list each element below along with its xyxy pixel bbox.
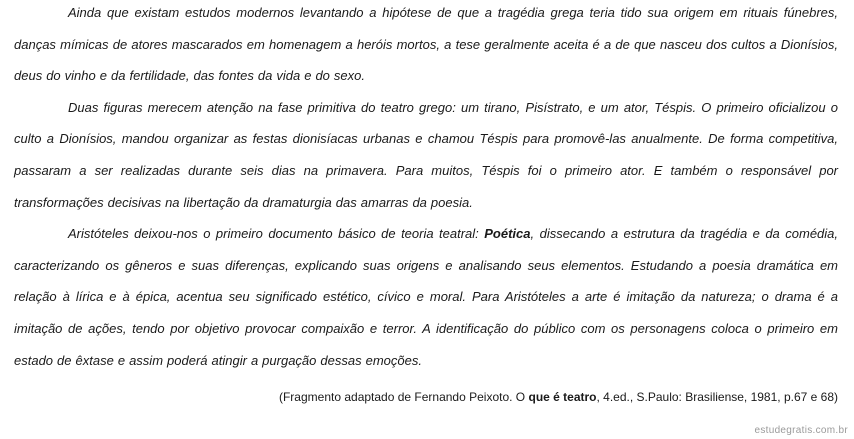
- paragraph-3-intro: Aristóteles deixou-nos o primeiro documento básico de teoria teatral:: [68, 226, 485, 242]
- paragraph-3-body: , dissecando a estrutura da tragédia e da comédia, caracterizando os gêneros e suas diferenças, explicando suas origens e analisando seus elementos. Estudando a poesia dramática em relação à lírica e à épica, acentua seu significado estético, cívico e moral. Para Aristóteles a arte é imitação da natureza; o drama é a imitação de ações, tendo por objetivo provocar compaixão e terror. A identificação do público com os personagens coloca o primeiro em estado de êxtase e assim poderá atingir a purgação dessas emoções.: [14, 226, 839, 368]
- paragraph-3: [14, 218, 838, 376]
- document-body: [14, 0, 838, 376]
- paragraph-1: Ainda que existam estudos modernos levantando a hipótese de que a tragédia grega teria tido sua origem em rituais fúnebres, danças mímicas de atores mascarados em homenagem a heróis mortos, a tese geralmente aceita é a de que nasceu dos cultos a Dionísios, deus do vinho e da fertilidade, das fontes da vida e do sexo.: [14, 5, 838, 84]
- citation-prefix: (Fragmento adaptado de Fernando Peixoto. O: [278, 390, 529, 404]
- citation-book-title: que é teatro: [528, 390, 597, 404]
- citation-suffix: , 4.ed., S.Paulo: Brasiliense, 1981, p.67 e 68): [596, 390, 838, 404]
- source-citation: [279, 388, 838, 406]
- paragraph-2: Duas figuras merecem atenção na fase primitiva do teatro grego: um tirano, Pisístrato, e um ator, Téspis. O primeiro oficializou o culto a Dionísios, mandou organizar as festas dionisíacas urbanas e chamou Téspis para promovê-las anualmente. De forma competitiva, passaram a ser realizadas durante seis dias na primavera. Para muitos, Téspis foi o primeiro ator. E também o responsável por transformações decisivas na libertação da dramaturgia das amarras da poesia.: [14, 99, 838, 210]
- site-watermark: estudegratis.com.br: [754, 425, 848, 436]
- book-title-poetica: Poética: [484, 226, 531, 242]
